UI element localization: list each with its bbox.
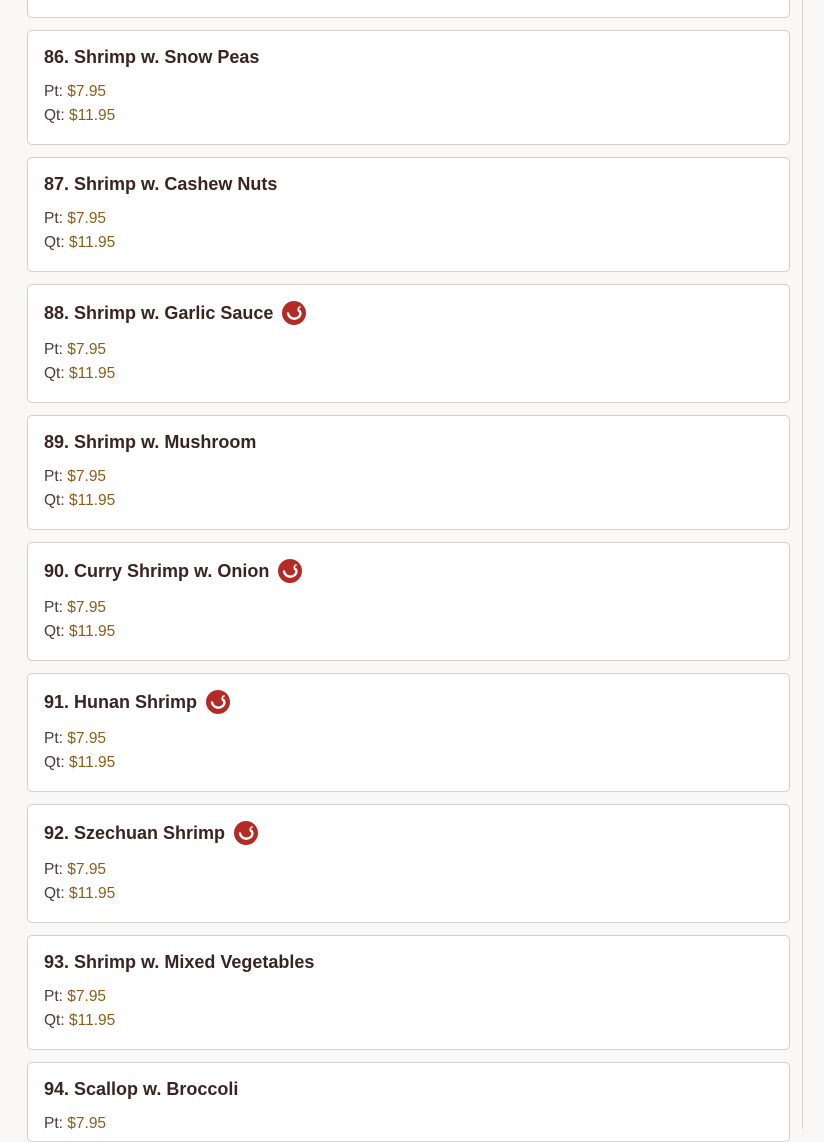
chili-pepper-icon [282, 301, 306, 325]
chili-pepper-icon [278, 559, 302, 583]
pint-price: $7.95 [67, 83, 107, 100]
menu-item-card[interactable] [27, 542, 790, 661]
quart-price: $11.95 [68, 492, 116, 509]
menu-item-card[interactable] [27, 673, 790, 792]
menu-item-prices: Pt: $7.95 Qt: $11.95 [44, 341, 116, 382]
menu-item-prices: Pt: $7.95 Qt: $11.95 [44, 861, 116, 902]
pint-price: $7.95 [67, 468, 107, 485]
menu-item-prices: Pt: $7.95 Qt: $11.95 [44, 83, 116, 124]
menu-item-title: 94. Scallop w. Broccoli [44, 1079, 239, 1099]
menu-item-title: 93. Shrimp w. Mixed Vegetables [44, 952, 315, 972]
menu-item-title: 90. Curry Shrimp w. Onion [44, 559, 302, 583]
pint-price: $7.95 [67, 730, 107, 747]
menu-item-prices: Pt: $7.95 Qt: $11.95 [44, 468, 116, 509]
menu-item-prices: Pt: $7.95 Qt: $11.95 [44, 730, 116, 771]
pint-price: $7.95 [67, 210, 107, 227]
menu-item-card[interactable] [27, 0, 790, 18]
menu-item-card[interactable] [27, 415, 790, 530]
menu-item-card[interactable] [27, 30, 790, 145]
menu-item-card[interactable] [27, 284, 790, 403]
quart-price: $11.95 [68, 234, 116, 251]
menu-item-title: 88. Shrimp w. Garlic Sauce [44, 301, 306, 325]
pint-price: $7.95 [67, 1115, 107, 1132]
menu-item-title: 91. Hunan Shrimp [44, 690, 230, 714]
chili-pepper-icon [234, 821, 258, 845]
menu-item-prices: Pt: $7.95 [44, 1115, 107, 1132]
menu-item-prices: Pt: $7.95 Qt: $11.95 [44, 988, 116, 1029]
quart-price: $11.95 [68, 365, 116, 382]
menu-item-prices: Pt: $7.95 Qt: $11.95 [44, 599, 116, 640]
pint-price: $7.95 [67, 861, 107, 878]
chili-pepper-icon [206, 690, 230, 714]
menu-item-card[interactable] [27, 804, 790, 923]
page-scroll-edge [802, 0, 803, 1129]
menu-item-prices: Pt: $7.95 Qt: $11.95 [44, 210, 116, 251]
pint-price: $7.95 [67, 341, 107, 358]
menu-item-card[interactable] [27, 1062, 790, 1142]
pint-price: $7.95 [67, 988, 107, 1005]
menu-item-title: 86. Shrimp w. Snow Peas [44, 47, 260, 67]
quart-price: $11.95 [68, 885, 116, 902]
pint-price: $7.95 [67, 599, 107, 616]
menu-item-card[interactable] [27, 157, 790, 272]
menu-item-title: 89. Shrimp w. Mushroom [44, 432, 257, 452]
quart-price: $11.95 [68, 623, 116, 640]
menu-item-title: 92. Szechuan Shrimp [44, 821, 258, 845]
menu-item-card[interactable] [27, 935, 790, 1050]
quart-price: $11.95 [68, 754, 116, 771]
menu-item-title: 87. Shrimp w. Cashew Nuts [44, 174, 278, 194]
quart-price: $11.95 [68, 1012, 116, 1029]
quart-price: $11.95 [68, 107, 116, 124]
